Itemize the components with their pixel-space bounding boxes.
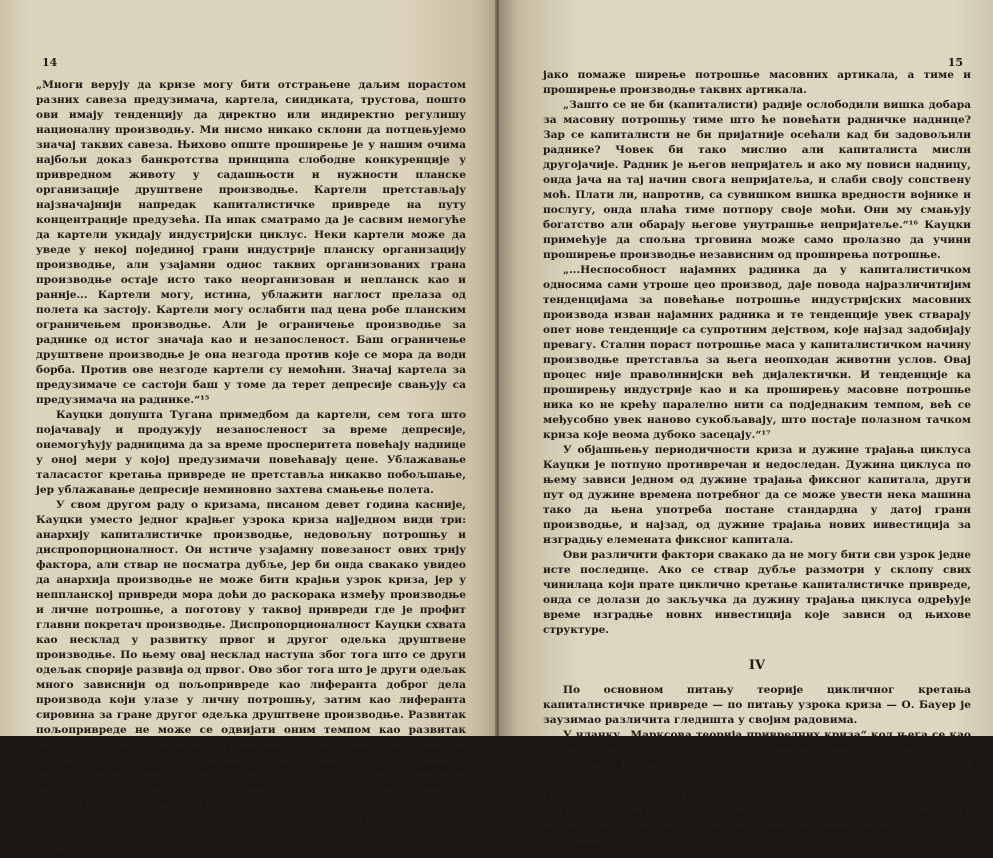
- paragraph: У свом другом раду о кризама, писаном девет година касније, Кауцки уместо једног крајњег узрока криза најједном види три: анархију капиталистичке производње, недовољну потрошњу и диспропорционалност. Он истиче узајамну повезаност ових трију фактора, али ствар не посматра дубље, јер би онда свакако увидео да анархија производње не може бити крајњи узрок криза, јер у неппланској привреди мора доћи до раскорака између производње и личне потрошње, а поготову у таквој привреди где је профит главни покретач производње. Диспропорционалност Кауцки схвата као несклад у развитку првог и другог одељка друштвене производње. По њему овај несклад наступа због тога што се други одељак спорије развија од првог. Ово због тога што је други одељак много зависнији од пољопривреде као лиферанта доброг дела производа који улазе у личну потрошњу, затим као лиферанта сировина за гране другог одељка друштвене производње. Развитак пољопривреде не може се одвијати оним темпом као развитак индустрије због природне ограничености земљишта и приватне својине на земљу. Објашњења Кауцког свакако су површна и диспропорционалност између I и II одељка у крајњој линији је резултат недовољне личне потрошње, јер кад би она била довољна склад између одељака био би обезбеђен.: [36, 499, 466, 811]
- page-number-right: 15: [947, 56, 963, 69]
- paragraph: У објашњењу периодичности криза и дужине трајања циклуса Кауцки је потпуно противречан и недоследан. Дужина циклуса по њему зависи једном од дужине трајања фиксног капитала, други пут од дужине времена потребног да се може увести нека машина тако да њена употреба постане стандардна у датој грани производње, и најзад, од дужине трајања нових инвестиција за изградњу елемената фиксног капитала.: [543, 444, 971, 546]
- paragraph: јако помаже ширење потрошње масовних артикала, а тиме и проширење производње таквих артикала.: [543, 69, 971, 96]
- paragraph: Ови различити фактори свакако да не могу бити сви узрок једне исте последице. Ако се ствар дубље размотри у склопу свих чинилаца који прате циклично кретање капиталистичке привреде, онда се долази до закључка да дужину трајања циклуса одређује време изградње нових инвестиција које зависи од њихове структуре.: [543, 549, 971, 636]
- paragraph: Анализирајући недовољну потрошњу, Кауцки правилно примећује да пораст милитаризма и других облика непробне производње: [36, 814, 466, 856]
- right-page: [499, 0, 993, 846]
- page-number-left: 14: [42, 56, 58, 69]
- right-page-text: [543, 68, 971, 848]
- paragraph: „Зашто се не би (капиталисти) радије ослободили вишка добара за масовну потрошњу тиме што ће повећати радничке наднице? Зар се капиталисти не би пријатније осећали кад би задовољили раднике? Човек би тако мислио али капиталиста мисли другојачије. Радник је његов непријатељ и ако му повиси надницу, онда јача на тај начин свога непријатеља, и слаби своју сопствену моћ. Плати ли, напротив, са сувишком вишка вредности војнике и послугу, онда плаћа тиме потпору своје моћи. Они му смањују богатство али обарају његове унутрашње непријатеље.“¹⁶ Кауцки примећује да спољна трговина може само пролазно да учини проширење производње независним од проширења потрошње.: [543, 99, 971, 261]
- paragraph: У чланку „Марксова теорија привредних криза“ код њега се као узрок криза преплићу диспропорционалност и недовољна потрошња. По њему, пропорционалност у привреди се ремети кретањем ка вишем органском саставу капитала и чињеницом да све мањи део капитала служи производњи добара за личну потрошњу. Диспропорционалност долази до израза у моменту недовољне потрошње. Да би објаснио диспропорционалност Бауер објашњава: [543, 729, 971, 846]
- paragraph: „Многи верују да кризе могу бити отстрањене даљим порастом разних савеза предузимача, картела, синдиката, трустова, пошто ови имају тенденцију да директно или индиректно регулишу националну производњу. Ми нисмо никако склони да потцењујемо значај таквих савеза. Њихово опште проширење је у нашим очима најбољи доказ банкротства принципа слободне конкуренције у привредном животу у садашњости и нужности планске организације друштвене производње. Картели претстављају најзначајнији напредак капиталистичке привреде на путу концентрације предузећа. Па ипак сматрамо да је сасвим немогуће да картели укидају индустријски циклус. Неки картели може да уведе у некој појединој грани индустрије планску организацију производње, али узајамни однос таквих организованих грана производње остаје исто тако неорганизован и непланск као и раније... Картели могу, истина, ублажити наглост прелаза од полета ка застоју. Картели могу ослабити пад цена робе планским ограничењем производње. Али је ограничење производње за раднике од истог значаја као и незапосленост. Баш ограничење друштвене производње је она незгода против које се мора да води борба. Против ове незгоде картели су немоћни. Значај картела за предузимаче се састоји баш у томе да терет депресије свањују са предузимача на раднике.“¹⁵: [36, 79, 466, 406]
- paragraph: „...Неспособност најамних радника да у капиталистичком односима сами утроше цео производ, даје повода најразличитијим тенденцијама за повећање потрошње индустријских масовних производа изван најамних радника и те тенденције увек стварају опет нове тенденције са супротним дејством, које најзад задобијају превагу. Стални пораст потрошње маса у капиталистичком начину производње претставља за њега неопходан животни услов. Овај процес није праволинијски већ дијалектички. И тенденције ка проширењу индустрије као и ка проширењу масовне потрошње ника ко не крећу паралелно нити са подједнаким темпом, већ се међусобно увек наново сукобљавају, што постаје полазном тачком криза које веома дубоко засецају.“¹⁷: [543, 264, 971, 441]
- left-page-text: [36, 78, 466, 858]
- section-heading: IV: [748, 658, 766, 673]
- paragraph: Кауцки допушта Тугана примедбом да картели, сем тога што појачавају и продужују незапосленост за време депресије, онемогућују радницима да за време просперитета повећају наднице у оној мери у којој предузимачи повећавају цене. Ублажавање таласастог кретања привреде не претставља никакво побољшање, јер ублажавање депресије неминовно захтева смањење полета.: [36, 409, 466, 496]
- left-page: [0, 0, 497, 856]
- paragraph: По основном питању теорије цикличног кретања капиталистичке привреде — по питању узрока криза — О. Бауер је заузимао различита гледишта у својим радовима.: [543, 684, 971, 726]
